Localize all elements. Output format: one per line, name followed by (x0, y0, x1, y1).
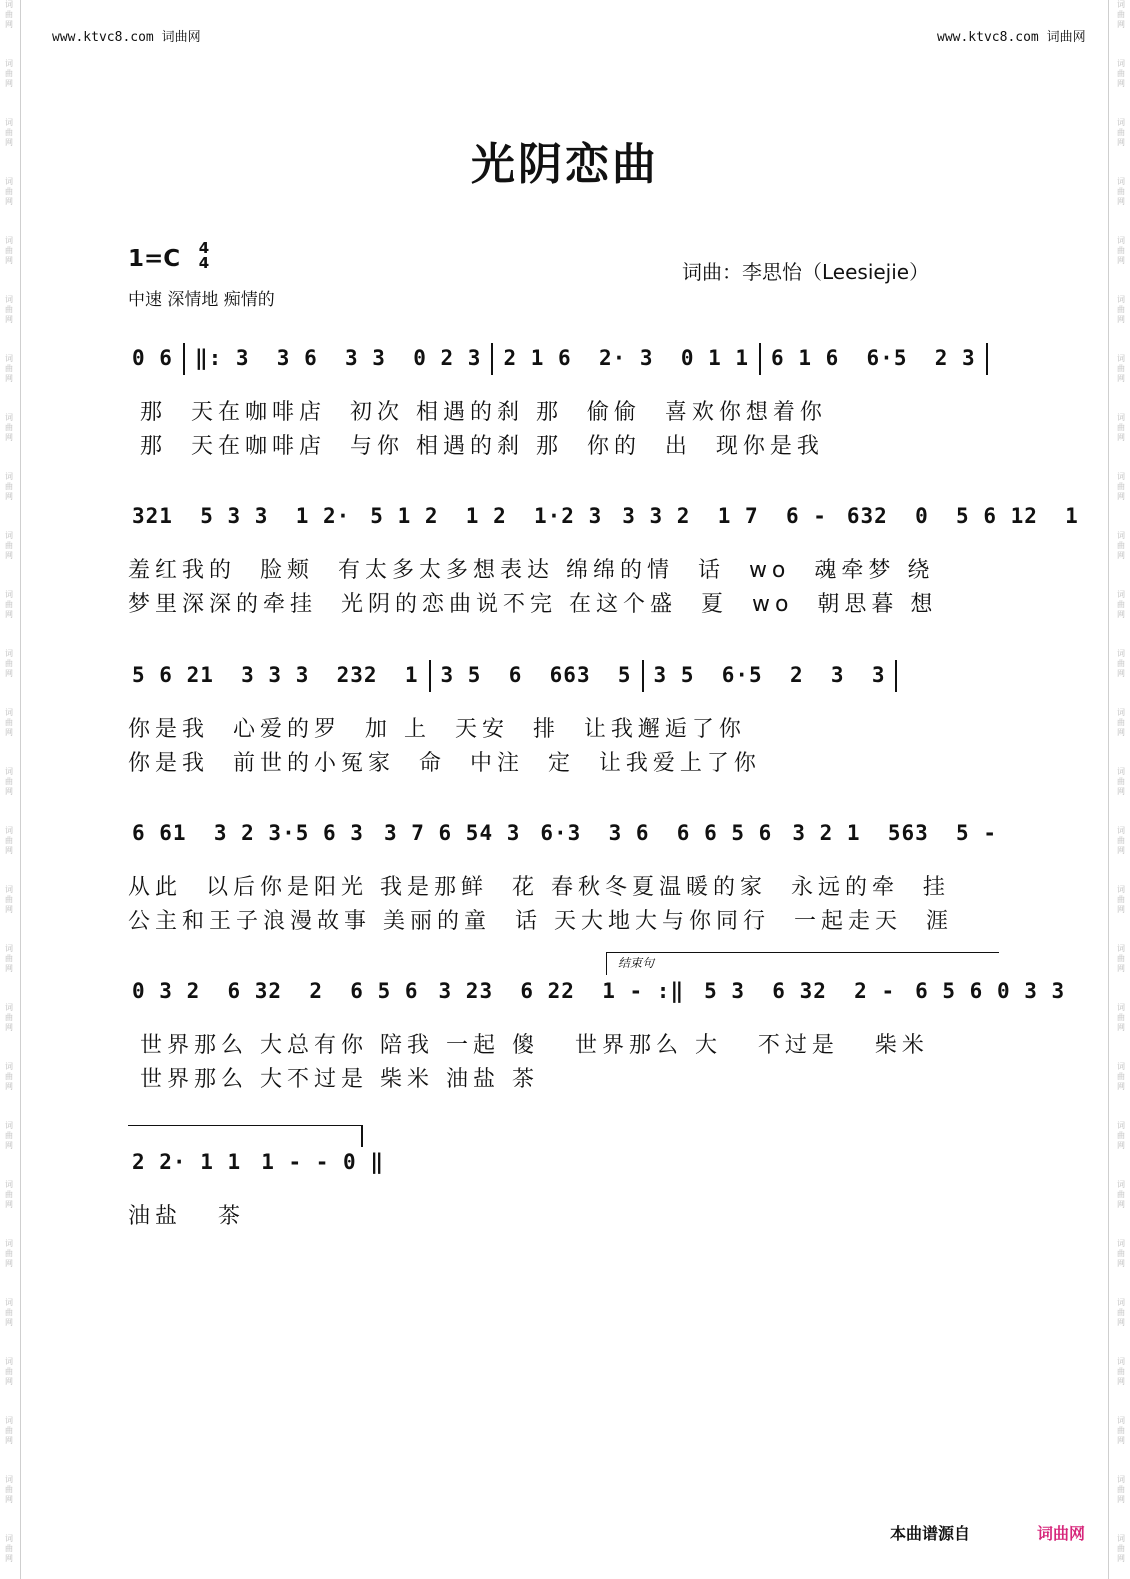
ending-bracket-end (361, 1125, 363, 1147)
measure: 5 1 2 1 2 1·2 3 (370, 504, 603, 528)
watermark-text: 词 曲 网 (5, 1534, 13, 1563)
barline (642, 660, 644, 692)
barline (759, 343, 761, 375)
watermark-text: 词 曲 网 (5, 118, 13, 147)
notation-line (128, 976, 1066, 1022)
lyrics-verse-2: 那 天在咖啡店 与你 相遇的刹 那 你的 出 现你是我 (128, 434, 824, 459)
watermark-text: 词 曲 网 (1117, 1416, 1125, 1445)
measure: 3 5 6 663 5 (440, 663, 632, 687)
lyrics-verse-1: 那 天在咖啡店 初次 相遇的刹 那 偷偷 喜欢你想着你 (128, 400, 827, 425)
measure: 6 5 6 0 3 3 (915, 979, 1066, 1003)
watermark-text: 词 曲 网 (5, 0, 13, 29)
song-title: 光阴恋曲 (471, 139, 659, 190)
watermark-text: 词 曲 网 (5, 1298, 13, 1327)
watermark-text: 词 曲 网 (1117, 1003, 1125, 1032)
watermark-text: 词 曲 网 (5, 1062, 13, 1091)
lyrics-verse-1: 你是我 心爱的罗 加 上 天安 排 让我邂逅了你 (128, 717, 746, 742)
watermark-text: 词 曲 网 (1117, 118, 1125, 147)
measure: 1 - - 0 ‖ (261, 1150, 384, 1174)
ending-label: 结束句 (618, 956, 655, 970)
notation-line (128, 501, 1079, 547)
lyrics-verse-2: 世界那么 大不过是 柴米 油盐 茶 (128, 1067, 539, 1092)
watermark-text: 词 曲 网 (1117, 944, 1125, 973)
watermark-text: 词 曲 网 (5, 1121, 13, 1150)
left-watermark-column (0, 0, 18, 1579)
notation-line (128, 660, 1000, 706)
lyrics-verse-2: 公主和王子浪漫故事 美丽的童 话 天大地大与你同行 一起走天 涯 (128, 909, 953, 934)
watermark-text: 词 曲 网 (1117, 826, 1125, 855)
watermark-text: 词 曲 网 (5, 1357, 13, 1386)
watermark-text: 词 曲 网 (5, 826, 13, 855)
key-signature: 1=C (128, 246, 181, 272)
header-site-left: www.ktvc8.com 词曲网 (52, 30, 201, 45)
measure: 0 6 (132, 346, 173, 370)
measure: ‖: 3 3 6 3 3 0 2 3 (194, 346, 482, 370)
measure: 3 5 6·5 2 3 3 (653, 663, 886, 687)
lyrics-verse-1: 油盐 茶 (128, 1204, 245, 1229)
watermark-text: 词 曲 网 (1117, 1180, 1125, 1209)
barline (986, 343, 988, 375)
watermark-text: 词 曲 网 (5, 767, 13, 796)
measure: 6·3 3 6 6 6 5 6 (540, 821, 773, 845)
watermark-text: 词 曲 网 (1117, 1357, 1125, 1386)
watermark-text: 词 曲 网 (5, 236, 13, 265)
measure: 3 23 6 22 1 - :‖ (438, 979, 685, 1003)
measure: 0 3 2 6 32 2 6 5 6 (132, 979, 419, 1003)
watermark-text: 词 曲 网 (1117, 590, 1125, 619)
measure: 3 2 1 563 5 - (792, 821, 997, 845)
watermark-text: 词 曲 网 (5, 1239, 13, 1268)
watermark-text: 词 曲 网 (1117, 708, 1125, 737)
time-sig-bottom: 4 (198, 254, 210, 272)
measure: 3 3 2 1 7 6 - (622, 504, 827, 528)
watermark-text: 词 曲 网 (1117, 1062, 1125, 1091)
watermark-text: 词 曲 网 (5, 944, 13, 973)
right-margin-line (1108, 0, 1109, 1579)
watermark-text: 词 曲 网 (1117, 1239, 1125, 1268)
watermark-text: 词 曲 网 (1117, 59, 1125, 88)
barline (183, 343, 185, 375)
ending-bracket (606, 952, 999, 975)
barline (491, 343, 493, 375)
watermark-text: 词 曲 网 (1117, 649, 1125, 678)
watermark-text: 词 曲 网 (5, 649, 13, 678)
watermark-text: 词 曲 网 (1117, 354, 1125, 383)
notation-line (128, 343, 1000, 389)
lyrics-verse-2: 梦里深深的牵挂 光阴的恋曲说不完 在这个盛 夏 wo 朝思暮 想 (128, 592, 938, 617)
watermark-text: 词 曲 网 (5, 1180, 13, 1209)
measure: 6 1 6 6·5 2 3 (771, 346, 976, 370)
watermark-text: 词 曲 网 (1117, 236, 1125, 265)
measure: 6 61 3 2 3·5 6 3 (132, 821, 364, 845)
watermark-text: 词 曲 网 (5, 177, 13, 206)
composer-credit: 词曲：李思怡（Leesiejie） (682, 260, 930, 284)
watermark-text: 词 曲 网 (5, 295, 13, 324)
source-label: 本曲谱源自 (890, 1524, 971, 1543)
watermark-text: 词 曲 网 (5, 472, 13, 501)
lyrics-verse-1: 从此 以后你是阳光 我是那鲜 花 春秋冬夏温暖的家 永远的牵 挂 (128, 875, 950, 900)
watermark-text: 词 曲 网 (5, 1416, 13, 1445)
watermark-text: 词 曲 网 (5, 413, 13, 442)
watermark-text: 词 曲 网 (5, 1003, 13, 1032)
measure: 5 6 21 3 3 3 232 1 (132, 663, 419, 687)
header-site-right: www.ktvc8.com 词曲网 (937, 30, 1086, 45)
notation-line (128, 818, 1000, 864)
watermark-text: 词 曲 网 (1117, 531, 1125, 560)
watermark-text: 词 曲 网 (1117, 1475, 1125, 1504)
tempo-marking: 中速 深情地 痴情的 (128, 290, 275, 310)
watermark-text: 词 曲 网 (1117, 413, 1125, 442)
measure: 2 1 6 2· 3 0 1 1 (503, 346, 750, 370)
watermark-text: 词 曲 网 (1117, 1298, 1125, 1327)
barline (429, 660, 431, 692)
measure: 2 2· 1 1 (132, 1150, 242, 1174)
lyrics-verse-1: 世界那么 大总有你 陪我 一起 傻 世界那么 大 不过是 柴米 (128, 1033, 929, 1058)
watermark-text: 词 曲 网 (1117, 1534, 1125, 1563)
measure: 321 5 3 3 1 2· (132, 504, 351, 528)
watermark-text: 词 曲 网 (1117, 177, 1125, 206)
measure: 5 3 6 32 2 - (704, 979, 896, 1003)
barline (895, 660, 897, 692)
ending-bracket-continued (128, 1125, 362, 1126)
watermark-text: 词 曲 网 (5, 1475, 13, 1504)
watermark-text: 词 曲 网 (5, 354, 13, 383)
time-sig-top: 4 (198, 239, 210, 257)
watermark-text: 词 曲 网 (5, 590, 13, 619)
notation-line (128, 1147, 388, 1193)
watermark-text: 词 曲 网 (1117, 767, 1125, 796)
source-site-link[interactable]: 词曲网 (1037, 1524, 1086, 1543)
watermark-text: 词 曲 网 (1117, 295, 1125, 324)
measure: 632 0 5 6 12 1 (846, 504, 1079, 528)
lyrics-verse-1: 羞红我的 脸颊 有太多太多想表达 绵绵的情 话 wo 魂牵梦 绕 (128, 558, 935, 583)
watermark-text: 词 曲 网 (5, 531, 13, 560)
left-margin-line (20, 0, 21, 1579)
lyrics-verse-2: 你是我 前世的小冤家 命 中注 定 让我爱上了你 (128, 751, 761, 776)
watermark-text: 词 曲 网 (5, 59, 13, 88)
right-watermark-column (1112, 0, 1130, 1579)
watermark-text: 词 曲 网 (5, 708, 13, 737)
watermark-text: 词 曲 网 (1117, 472, 1125, 501)
time-signature (194, 241, 214, 271)
measure: 3 7 6 54 3 (383, 821, 521, 845)
watermark-text: 词 曲 网 (5, 885, 13, 914)
watermark-text: 词 曲 网 (1117, 0, 1125, 29)
watermark-text: 词 曲 网 (1117, 1121, 1125, 1150)
watermark-text: 词 曲 网 (1117, 885, 1125, 914)
